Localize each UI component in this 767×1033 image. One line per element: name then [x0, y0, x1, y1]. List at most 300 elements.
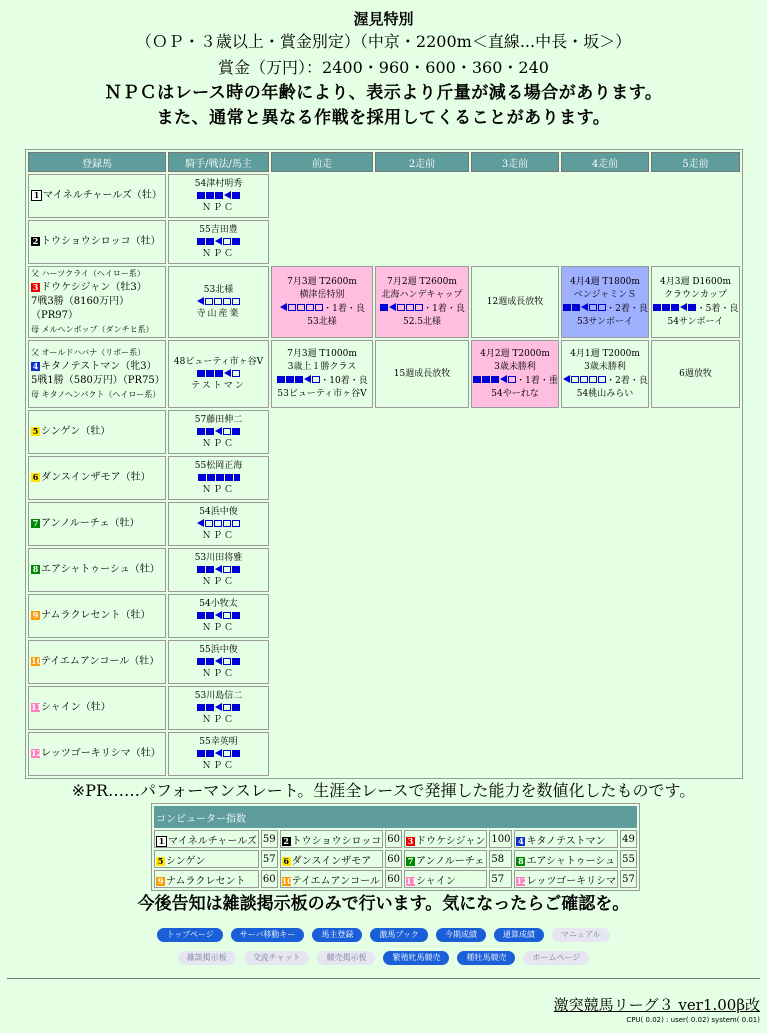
strategy-block	[224, 191, 231, 199]
race-jockey: 54桃山みらい	[576, 388, 634, 399]
gate-number-badge: 12	[31, 748, 43, 758]
horse-row	[28, 640, 740, 684]
strategy-block	[214, 298, 222, 305]
jockey-cell	[168, 456, 269, 500]
computer-index-horse	[154, 870, 259, 888]
past-race-cell	[375, 266, 469, 338]
horse-name[interactable]: ナムラクレセント（牡）	[41, 610, 151, 621]
owner-name: ＮＰＣ	[201, 531, 235, 542]
race-prize: 賞金（万円）：2400・960・600・360・240	[218, 58, 549, 77]
jockey-cell	[168, 594, 269, 638]
strategy-block	[206, 704, 214, 711]
race-name[interactable]: 3歳未勝利	[584, 361, 626, 372]
computer-index-horse	[514, 870, 618, 888]
horse-name[interactable]: ダンスインザモア（牡）	[41, 472, 151, 483]
strategy-block	[197, 297, 204, 305]
no-past-races	[271, 640, 740, 684]
horse-name[interactable]: テイエムアンコール（牡）	[41, 656, 160, 667]
strategy-blocks-icon	[197, 702, 241, 714]
strategy-block	[380, 304, 388, 311]
npc-notice: ＮＰＣはレース時の年齢により、表示より斤量が減る場合があります。	[104, 83, 663, 103]
horse-name[interactable]: ドウケシジャン（牡3）	[41, 282, 147, 293]
race-header	[0, 9, 767, 131]
strategy-block	[389, 303, 396, 311]
strategy-line	[169, 702, 268, 715]
strategy-block	[671, 304, 679, 311]
horse-dam: 母 メルヘンポップ（ダンチヒ系）	[31, 325, 154, 334]
gate-number-badge: 12	[516, 875, 528, 886]
race-name[interactable]: クラウンカップ	[664, 289, 727, 300]
strategy-block	[215, 237, 222, 245]
strategy-line	[169, 656, 268, 669]
jockey-cell	[168, 266, 269, 338]
horse-name[interactable]: シャイン（牡）	[41, 702, 111, 713]
strategy-block	[206, 750, 214, 757]
computer-index-horse	[280, 830, 384, 848]
nav-button[interactable]: 雑談掲示板	[178, 951, 236, 965]
jockey-name: 55松岡正海	[194, 460, 243, 471]
pr-note: ※PR……パフォーマンスレート。生涯全レースで発揮した能力を数値化したものです。	[71, 781, 696, 800]
strategy-blocks-icon	[562, 302, 606, 315]
strategy-block	[197, 612, 205, 619]
gate-number-badge: 4	[518, 835, 524, 846]
strategy-block	[589, 376, 597, 383]
race-result-line	[472, 374, 558, 388]
jockey-name: 54津村明秀	[194, 178, 243, 189]
strategy-blocks-icon	[197, 564, 241, 576]
jockey-name: 55浜中俊	[199, 644, 238, 655]
strategy-block	[223, 428, 231, 435]
strategy-block	[571, 376, 579, 383]
race-name[interactable]: 3歳未勝利	[494, 361, 536, 372]
strategy-block	[277, 376, 285, 383]
strategy-block	[206, 370, 214, 377]
rest-text: 15週成長放牧	[393, 368, 451, 379]
strategy-block	[473, 376, 481, 383]
rest-text: 12週成長放牧	[486, 296, 544, 307]
strategy-blocks-icon	[653, 302, 697, 315]
gate-number-badge: 7	[32, 518, 39, 528]
horse-row	[28, 266, 740, 338]
computer-index-name: ドウケシジャン	[415, 835, 486, 847]
footer-divider	[7, 978, 760, 979]
jockey-cell	[168, 220, 269, 264]
horse-name-cell	[28, 266, 166, 338]
strategy-block	[197, 658, 205, 665]
strategy-block	[598, 376, 606, 383]
strategy-blocks-icon	[379, 302, 423, 315]
strategy-block	[234, 474, 240, 481]
strategy-block	[315, 304, 323, 311]
gate-number-badge: 1	[31, 190, 42, 201]
horse-name[interactable]: アンノルーチェ（牡）	[41, 518, 140, 529]
horse-name-line	[31, 609, 165, 623]
nav-button[interactable]: 馬主登録	[312, 928, 362, 942]
nav-button[interactable]: 競売掲示板	[317, 951, 375, 965]
race-name: 渥見特別	[353, 10, 414, 28]
nav-button[interactable]: ホームページ	[523, 951, 589, 965]
horse-name-cell	[28, 410, 166, 454]
horse-name[interactable]: トウショウシロッコ（牡）	[41, 236, 161, 247]
computer-index-value: 60	[385, 830, 402, 848]
entry-table-header	[28, 152, 740, 172]
race-date-dist: 4月1週 T2000m	[570, 348, 640, 359]
strategy-block	[415, 304, 423, 311]
col-race-2: 2走前	[375, 152, 469, 172]
strategy-block	[206, 238, 214, 245]
no-past-races	[271, 502, 740, 546]
past-race-cell	[651, 266, 740, 338]
gate-number-badge: 9	[32, 610, 39, 620]
strategy-line	[169, 518, 268, 531]
gate-number-badge: 7	[407, 855, 414, 866]
strategy-blocks-icon	[562, 374, 606, 387]
computer-index-name: エアシャトゥーシュ	[526, 855, 616, 867]
race-date-dist: 4月2週 T2000m	[480, 348, 550, 359]
strategy-block	[572, 304, 580, 311]
strategy-block	[589, 304, 597, 311]
computer-index-table	[151, 803, 640, 891]
strategy-block	[206, 658, 214, 665]
race-name[interactable]: 横津岳特別	[299, 289, 345, 300]
gate-number-badge: 11	[405, 875, 418, 886]
strategy-block	[206, 566, 214, 573]
race-name[interactable]: 3歳上１勝クラス	[287, 361, 357, 372]
strategy-blocks-icon	[197, 236, 241, 248]
nav-button[interactable]: 交流チャット	[244, 951, 310, 965]
nav-button[interactable]: サーバ移動キー	[231, 928, 305, 942]
col-horse: 登録馬	[28, 152, 166, 172]
strategy-block	[500, 375, 507, 383]
horse-dam: 母 キタノヘンパクト（ヘイロー系）	[31, 390, 161, 399]
horse-record: 7戦3勝（8160万円）（PR97）	[31, 296, 130, 321]
owner-name: テストマン	[191, 381, 246, 392]
strategy-blocks-icon	[197, 296, 241, 308]
horse-name[interactable]: シンゲン（牡）	[41, 426, 111, 437]
strategy-block	[223, 566, 231, 573]
race-result: ・1着・良	[423, 303, 465, 314]
race-result-line	[562, 302, 648, 316]
strategy-block	[482, 376, 490, 383]
computer-index-horse	[404, 870, 487, 888]
horse-name-cell	[28, 220, 166, 264]
jockey-name: 54浜中俊	[199, 506, 238, 517]
computer-index-value: 59	[261, 830, 278, 848]
horse-name-line	[31, 701, 165, 715]
computer-index-name: テイエムアンコール	[291, 875, 380, 887]
computer-index-value: 55	[620, 850, 637, 868]
strategy-block	[491, 376, 499, 383]
strategy-block	[215, 192, 223, 199]
strategy-block	[215, 703, 222, 711]
computer-index-horse	[514, 830, 618, 848]
strategy-blocks-icon	[197, 190, 241, 202]
owner-name: ＮＰＣ	[201, 203, 235, 214]
computer-index-name: レッツゴーキリシマ	[526, 875, 617, 887]
strategy-block	[581, 303, 588, 311]
race-date-dist: 4月3週 D1600m	[660, 276, 731, 287]
strategy-block	[563, 375, 570, 383]
horse-name-cell	[28, 732, 166, 776]
horse-name-line	[31, 747, 165, 761]
strategy-block	[232, 658, 240, 665]
race-name[interactable]: 北海ハンデキャップ	[381, 289, 463, 300]
computer-index-value: 60	[385, 850, 402, 868]
strategy-block	[232, 370, 240, 377]
race-result: ・10着・良	[320, 375, 368, 386]
strategy-block	[197, 238, 205, 245]
no-past-races	[271, 410, 740, 454]
gate-number-badge: 8	[32, 564, 39, 574]
jockey-cell	[168, 640, 269, 684]
computer-index-horse	[514, 850, 618, 868]
owner-name: ＮＰＣ	[201, 761, 235, 772]
computer-index-horse	[404, 850, 487, 868]
horse-name-line	[31, 189, 165, 203]
race-date-dist: 4月4週 T1800m	[570, 276, 640, 287]
gate-number-badge: 4	[32, 361, 39, 371]
computer-index-value: 100	[489, 830, 512, 848]
gate-number-badge: 6	[32, 472, 39, 482]
computer-index-row	[154, 870, 637, 888]
horse-row	[28, 548, 740, 592]
computer-index-horse	[280, 870, 384, 888]
horse-sire: 父 ハーツクライ（ヘイロー系）	[31, 269, 145, 278]
strategy-block	[397, 304, 405, 311]
strategy-block	[215, 749, 222, 757]
owner-name: ＮＰＣ	[201, 715, 235, 726]
strategy-blocks-icon	[197, 656, 241, 668]
cpu-usage: CPU( 0.02) : user( 0.02) system( 0.01)	[626, 1016, 760, 1024]
race-jockey: 54サンボーイ	[667, 316, 724, 327]
nav-button[interactable]: マニュアル	[552, 928, 610, 942]
race-jockey: 52.5北様	[402, 316, 442, 327]
gate-number-badge: 8	[518, 855, 524, 866]
horse-name[interactable]: キタノテストマン（牝3）	[41, 361, 157, 372]
horse-row	[28, 340, 740, 408]
strategy-block	[216, 474, 224, 481]
strategy-block	[680, 303, 687, 311]
col-last-race: 前走	[271, 152, 373, 172]
nav-button[interactable]: 種牡馬競売	[457, 951, 515, 965]
col-race-4: 4走前	[561, 152, 649, 172]
horse-name-cell	[28, 594, 166, 638]
strategy-block	[580, 376, 588, 383]
owner-name: ＮＰＣ	[201, 577, 235, 588]
jockey-name: 54小牧太	[199, 598, 238, 609]
col-jockey: 騎手/戦法/馬主	[168, 152, 269, 172]
strategy-blocks-icon	[279, 302, 323, 315]
strategy-block	[197, 566, 205, 573]
strategy-blocks-icon	[472, 374, 516, 387]
horse-name[interactable]: エアシャトゥーシュ（牡）	[41, 564, 160, 575]
strategy-block	[215, 611, 222, 619]
strategy-block	[232, 238, 240, 245]
race-result-line	[562, 374, 648, 388]
race-result-line	[272, 302, 372, 316]
gate-number-badge: 5	[32, 426, 39, 436]
strategy-block	[224, 369, 231, 377]
horse-name-cell	[28, 502, 166, 546]
strategy-blocks-icon	[197, 426, 241, 438]
nav-button[interactable]: 激馬ブック	[370, 928, 427, 942]
info-notice: 今後告知は雑談掲示板のみで行います。気になったらご確認を。	[137, 894, 630, 914]
race-jockey: 53北様	[307, 316, 337, 327]
horse-record: 5戦1勝（580万円）（PR75）	[31, 375, 165, 386]
horse-name-cell	[28, 340, 166, 408]
computer-index-name: トウショウシロッコ	[291, 835, 382, 847]
horse-row	[28, 456, 740, 500]
horse-name[interactable]: レッツゴーキリシマ（牡）	[41, 748, 161, 759]
horse-name-line	[31, 471, 165, 485]
computer-index-name: シンゲン	[166, 855, 206, 867]
strategy-block	[197, 370, 205, 377]
jockey-name: 55吉田豊	[199, 224, 238, 235]
strategy-block	[232, 750, 240, 757]
race-jockey: 54やーれな	[491, 388, 539, 399]
strategy-block	[232, 704, 240, 711]
strategy-line	[169, 610, 268, 623]
strategy-blocks-icon	[197, 748, 241, 760]
horse-name-cell	[28, 456, 166, 500]
nav-button[interactable]: 今期成績	[436, 928, 486, 942]
strategy-line	[169, 748, 268, 761]
race-result-line	[652, 302, 739, 316]
horse-name-line	[31, 517, 165, 531]
horse-sire: 父 オールドハバナ（リボー系）	[31, 348, 146, 357]
computer-index-value: 58	[489, 850, 512, 868]
computer-index-value: 57	[620, 870, 637, 888]
strategy-block	[223, 658, 231, 665]
strategy-block	[232, 520, 240, 527]
computer-index-name: シャイン	[415, 875, 456, 887]
strategy-notice: また、通常と異なる作戦を採用してくることがあります。	[156, 108, 611, 128]
past-race-cell	[471, 266, 559, 338]
strategy-block	[406, 304, 414, 311]
computer-index-row	[154, 850, 637, 868]
nav-button[interactable]: 繁殖牝馬競売	[383, 951, 449, 965]
strategy-block	[304, 375, 311, 383]
strategy-block	[214, 520, 222, 527]
strategy-block	[225, 474, 233, 481]
strategy-line	[169, 296, 268, 309]
past-race-cell	[651, 340, 740, 408]
owner-name: ＮＰＣ	[201, 669, 235, 680]
strategy-block	[223, 298, 231, 305]
gate-number-badge: 6	[283, 855, 289, 866]
race-result-line	[272, 374, 372, 388]
horse-row	[28, 174, 740, 218]
strategy-block	[215, 370, 223, 377]
strategy-blocks-icon	[197, 610, 241, 622]
jockey-name: 55幸英明	[199, 736, 238, 747]
race-jockey: 53ビューティ市ヶ谷V	[277, 388, 367, 399]
past-race-cell	[561, 266, 649, 338]
computer-index-horse	[154, 830, 259, 848]
strategy-block	[295, 376, 303, 383]
strategy-block	[197, 192, 205, 199]
strategy-line	[169, 368, 268, 381]
rest-text: 6週放牧	[679, 368, 712, 379]
computer-index-horse	[404, 830, 487, 848]
past-race-cell	[271, 266, 373, 338]
strategy-block	[297, 304, 305, 311]
horse-row	[28, 220, 740, 264]
strategy-block	[205, 298, 213, 305]
race-name[interactable]: ベンジャミンＳ	[573, 289, 637, 300]
past-race-cell	[561, 340, 649, 408]
strategy-block	[232, 428, 240, 435]
race-result: ・5着・良	[696, 303, 739, 314]
computer-index-value: 60	[385, 870, 402, 888]
strategy-block	[223, 520, 231, 527]
computer-index-name: マイネルチャールズ	[168, 835, 257, 847]
past-race-cell	[271, 340, 373, 408]
strategy-block	[232, 566, 240, 573]
strategy-line	[169, 564, 268, 577]
jockey-cell	[168, 410, 269, 454]
strategy-block	[688, 304, 696, 311]
race-conditions: （ＯＰ・３歳以上・賞金別定）（中京・2200m＜直線...中長・坂＞）	[135, 32, 632, 51]
computer-index-value: 57	[489, 870, 512, 888]
jockey-cell	[168, 686, 269, 730]
computer-index-value: 60	[261, 870, 278, 888]
strategy-block	[286, 376, 294, 383]
strategy-block	[215, 427, 222, 435]
computer-index-name: ナムラクレセント	[166, 875, 246, 887]
race-date-dist: 7月2週 T2600m	[387, 276, 457, 287]
no-past-races	[271, 686, 740, 730]
horse-name-cell	[28, 174, 166, 218]
jockey-cell	[168, 548, 269, 592]
jockey-name: 48ビューティ市ヶ谷V	[173, 356, 264, 367]
horse-name-line	[31, 655, 165, 669]
col-race-3: 3走前	[471, 152, 559, 172]
past-race-cell	[471, 340, 559, 408]
jockey-name: 53川田将雅	[194, 552, 243, 563]
no-past-races	[271, 732, 740, 776]
no-past-races	[271, 174, 740, 218]
strategy-block	[653, 304, 661, 311]
strategy-line	[169, 236, 268, 249]
race-result: ・1着・重	[516, 375, 558, 386]
horse-name-line	[31, 425, 165, 439]
version-link[interactable]: 激突競馬リーグ３ ver1.00β改	[553, 996, 760, 1014]
strategy-block	[197, 750, 205, 757]
strategy-block	[223, 704, 231, 711]
horse-row	[28, 732, 740, 776]
nav-button[interactable]: トップページ	[157, 928, 222, 942]
owner-name: ＮＰＣ	[201, 439, 235, 450]
nav-button[interactable]: 通算成績	[494, 928, 544, 942]
strategy-block	[232, 192, 240, 199]
computer-index-horse	[280, 850, 384, 868]
horse-row	[28, 594, 740, 638]
jockey-name: 53北様	[203, 284, 234, 295]
strategy-blocks-icon	[276, 374, 320, 387]
race-date-dist: 7月3週 T1000m	[287, 348, 357, 359]
gate-number-badge: 2	[32, 236, 39, 246]
computer-index-title: コンピューター指数	[154, 806, 637, 828]
strategy-block	[280, 303, 287, 311]
strategy-block	[197, 519, 204, 527]
strategy-block	[288, 304, 296, 311]
computer-index-name: キタノテストマン	[526, 835, 606, 847]
strategy-block	[312, 376, 320, 383]
horse-name[interactable]: マイネルチャールズ（牡）	[43, 190, 162, 201]
strategy-block	[215, 657, 222, 665]
nav-buttons-row-1	[0, 922, 767, 942]
